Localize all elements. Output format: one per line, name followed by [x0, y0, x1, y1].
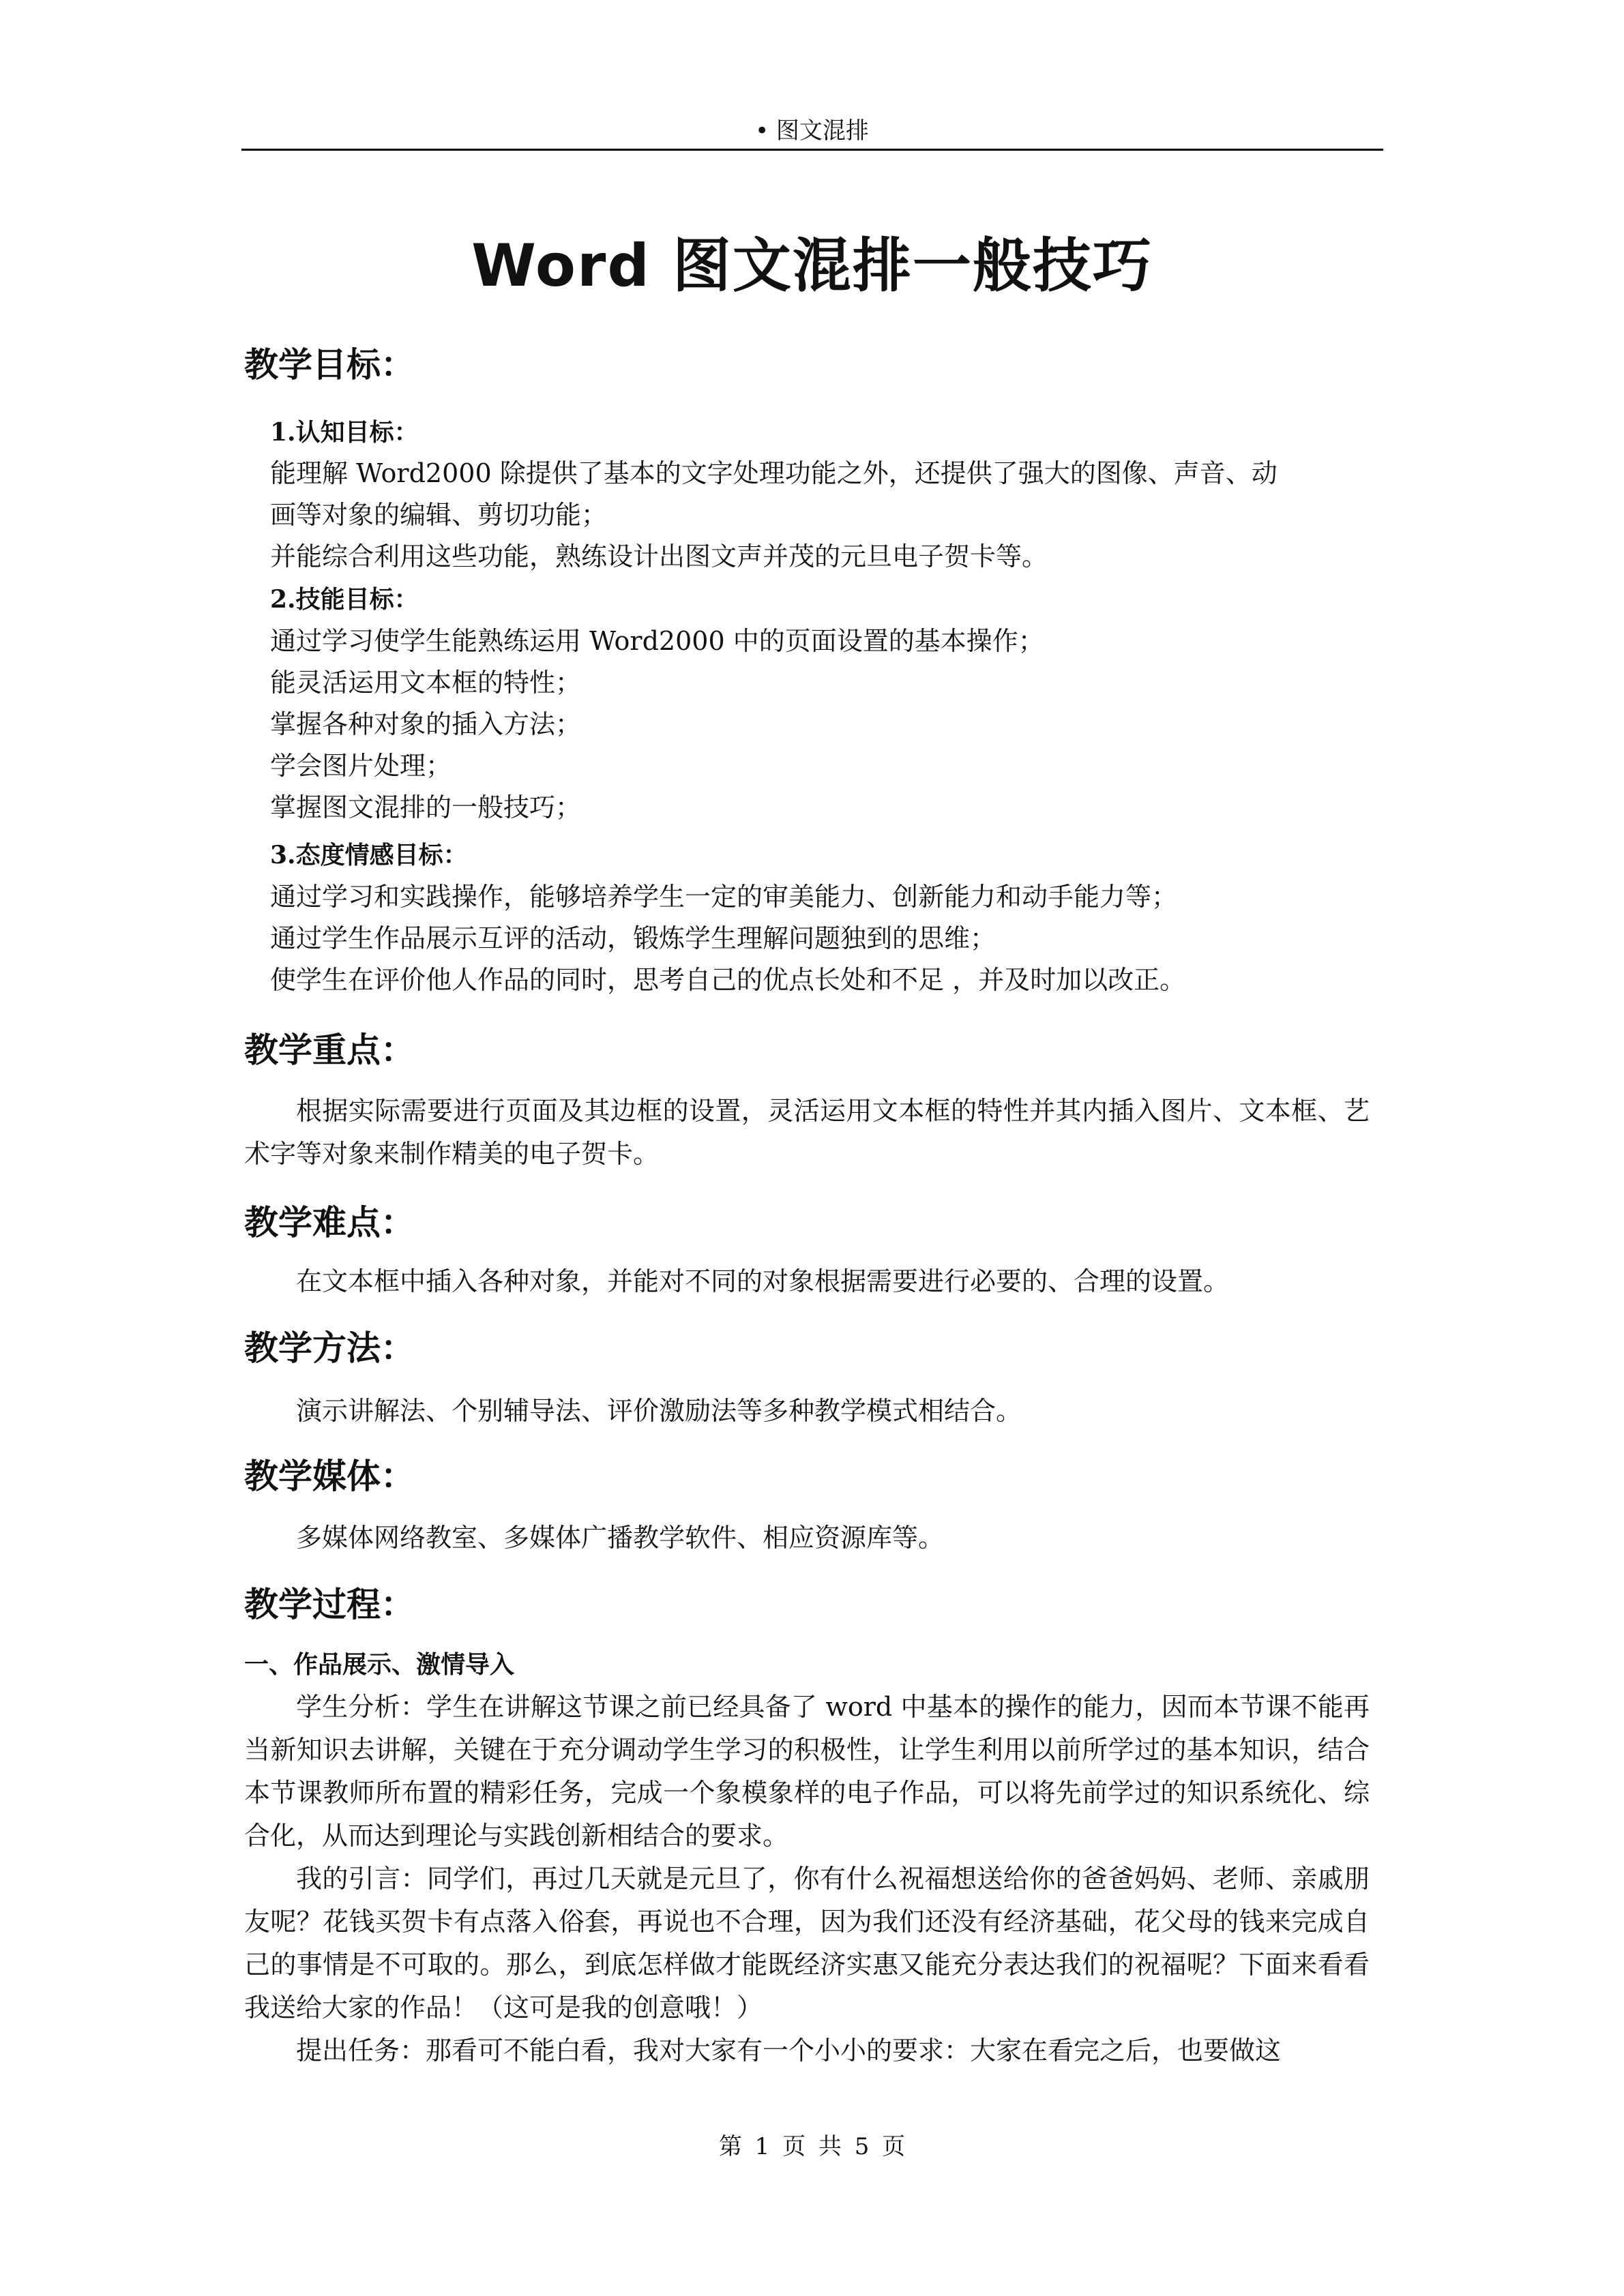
cognitive-goal-label: 1.认知目标：: [270, 418, 419, 447]
process-paragraph: 提出任务：那看可不能白看，我对大家有一个小小的要求：大家在看完之后，也要做这: [296, 2036, 1282, 2066]
key-points-text: 根据实际需要进行页面及其边框的设置，灵活运用文本框的特性并其内插入图片、文本框、艺术字等对象来制作精美的电子贺卡。: [244, 1096, 1370, 1169]
page-footer: 第 1 页 共 5 页: [718, 2133, 906, 2160]
document-title: Word 图文混排一般技巧: [471, 232, 1153, 300]
difficulties-text: 在文本框中插入各种对象，并能对不同的对象根据需要进行必要的、合理的设置。: [296, 1266, 1230, 1296]
cognitive-goal-line: 画等对象的编辑、剪切功能；: [270, 500, 608, 530]
process-paragraph: 学生分析：学生在讲解这节课之前已经具备了 word 中基本的操作的能力，因而本节课不能再当新知识去讲解，关键在于充分调动学生学习的积极性，让学生利用以前所学过的基本知识，结合本节课教师所布置的精彩任务，完成一个象模象样的电子作品，可以将先前学过的知识系统化、综合化，从而达到理论与实践创新相结合的要求。: [244, 1692, 1370, 1851]
media-heading: 教学媒体：: [244, 1457, 415, 1496]
attitude-goal-line: 通过学习和实践操作，能够培养学生一定的审美能力、创新能力和动手能力等；: [270, 882, 1178, 912]
methods-text: 演示讲解法、个别辅导法、评价激励法等多种教学模式相结合。: [296, 1396, 1022, 1426]
key-points-heading: 教学重点：: [244, 1030, 415, 1070]
skill-goal-label: 2.技能目标：: [270, 585, 419, 614]
cognitive-goal-line: 并能综合利用这些功能，熟练设计出图文声并茂的元旦电子贺卡等。: [270, 541, 1048, 571]
attitude-goal-label: 3.态度情感目标：: [270, 841, 468, 869]
media-text: 多媒体网络教室、多媒体广播教学软件、相应资源库等。: [296, 1523, 945, 1553]
process-heading: 教学过程：: [244, 1585, 415, 1624]
section-heading: 一、作品展示、激情导入: [244, 1651, 515, 1679]
skill-goal-line: 掌握图文混排的一般技巧；: [270, 792, 582, 822]
skill-goal-line: 能灵活运用文本框的特性；: [270, 668, 582, 698]
skill-goal-line: 通过学习使学生能熟练运用 Word2000 中的页面设置的基本操作；: [270, 626, 1044, 656]
header-rule: [241, 149, 1383, 151]
page-header: • 图文混排: [755, 117, 869, 145]
goals-heading: 教学目标：: [244, 345, 415, 385]
process-paragraph: 我的引言：同学们，再过几天就是元旦了，你有什么祝福想送给你的爸爸妈妈、老师、亲戚朋友呢？花钱买贺卡有点落入俗套，再说也不合理，因为我们还没有经济基础，花父母的钱来完成自己的事情是不可取的。那么，到底怎样做才能既经济实惠又能充分表达我们的祝福呢？下面来看看我送给大家的作品！（这可是我的创意哦！）: [244, 1864, 1370, 2023]
skill-goal-line: 学会图片处理；: [270, 751, 452, 781]
skill-goal-line: 掌握各种对象的插入方法；: [270, 709, 582, 739]
difficulties-heading: 教学难点：: [244, 1203, 415, 1242]
attitude-goal-line: 通过学生作品展示互评的活动，锻炼学生理解问题独到的思维；: [270, 923, 996, 953]
attitude-goal-line: 使学生在评价他人作品的同时，思考自己的优点长处和不足 ，并及时加以改正。: [270, 965, 1186, 995]
methods-heading: 教学方法：: [244, 1328, 415, 1368]
cognitive-goal-line: 能理解 Word2000 除提供了基本的文字处理功能之外，还提供了强大的图像、声音、动: [270, 458, 1278, 488]
